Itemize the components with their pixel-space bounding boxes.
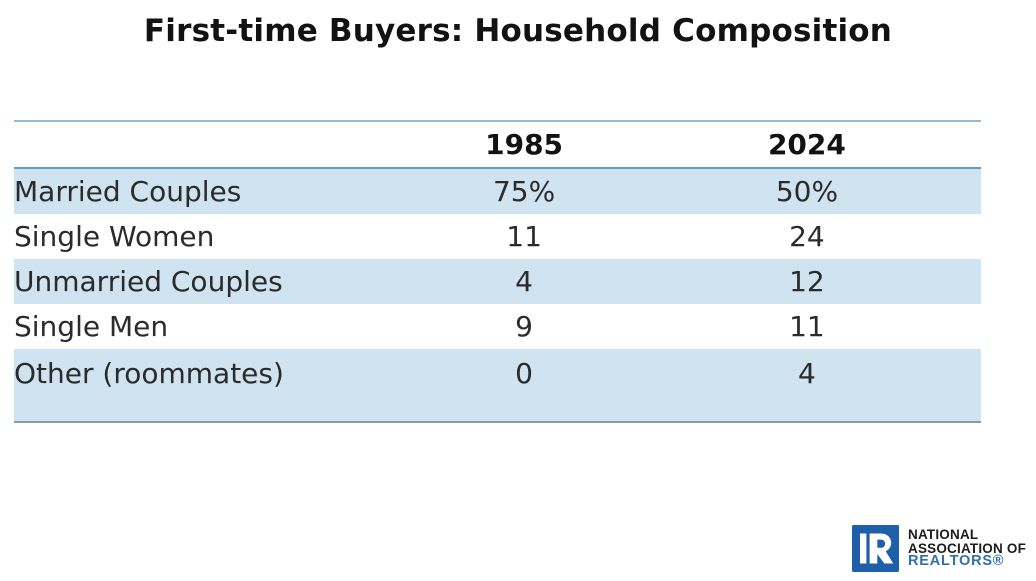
value-1985: 0: [515, 357, 533, 390]
value-1985: 75%: [492, 175, 556, 208]
row-label: Other (roommates): [14, 357, 284, 390]
table-row-other-roommates: [14, 349, 981, 422]
row-label: Single Women: [14, 220, 215, 253]
header-cell-1985: 1985: [485, 128, 564, 161]
header-cell-label: [14, 121, 415, 168]
value-2024: 50%: [775, 175, 839, 208]
household-composition-table: [14, 120, 981, 423]
row-label: Married Couples: [14, 175, 242, 208]
header-cell-2024: 2024: [767, 128, 846, 161]
table-body: [14, 168, 981, 422]
row-label: Unmarried Couples: [14, 265, 283, 298]
nar-logo: [852, 525, 1026, 572]
header-row: [14, 121, 981, 168]
table-header: [14, 121, 981, 168]
page-title: First-time Buyers: Household Composition: [143, 13, 893, 49]
value-1985: 9: [515, 310, 533, 343]
value-2024: 4: [798, 357, 816, 390]
nar-logo-line3: REALTORS®: [908, 553, 1005, 570]
value-2024: 24: [789, 220, 825, 253]
table-row-married-couples: [14, 168, 981, 214]
nar-logo-text: [908, 528, 1026, 569]
value-2024: 12: [789, 265, 825, 298]
value-1985: 11: [506, 220, 542, 253]
table-row-single-women: [14, 214, 981, 259]
table-row-single-men: [14, 304, 981, 349]
value-1985: 4: [515, 265, 533, 298]
value-2024: 11: [789, 310, 825, 343]
nar-r-icon: [852, 525, 899, 572]
table-row-unmarried-couples: [14, 259, 981, 304]
row-label: Single Men: [14, 310, 169, 343]
nar-logo-line1: NATIONAL: [908, 527, 979, 543]
nar-logo-line2: ASSOCIATION OF: [908, 540, 1027, 556]
